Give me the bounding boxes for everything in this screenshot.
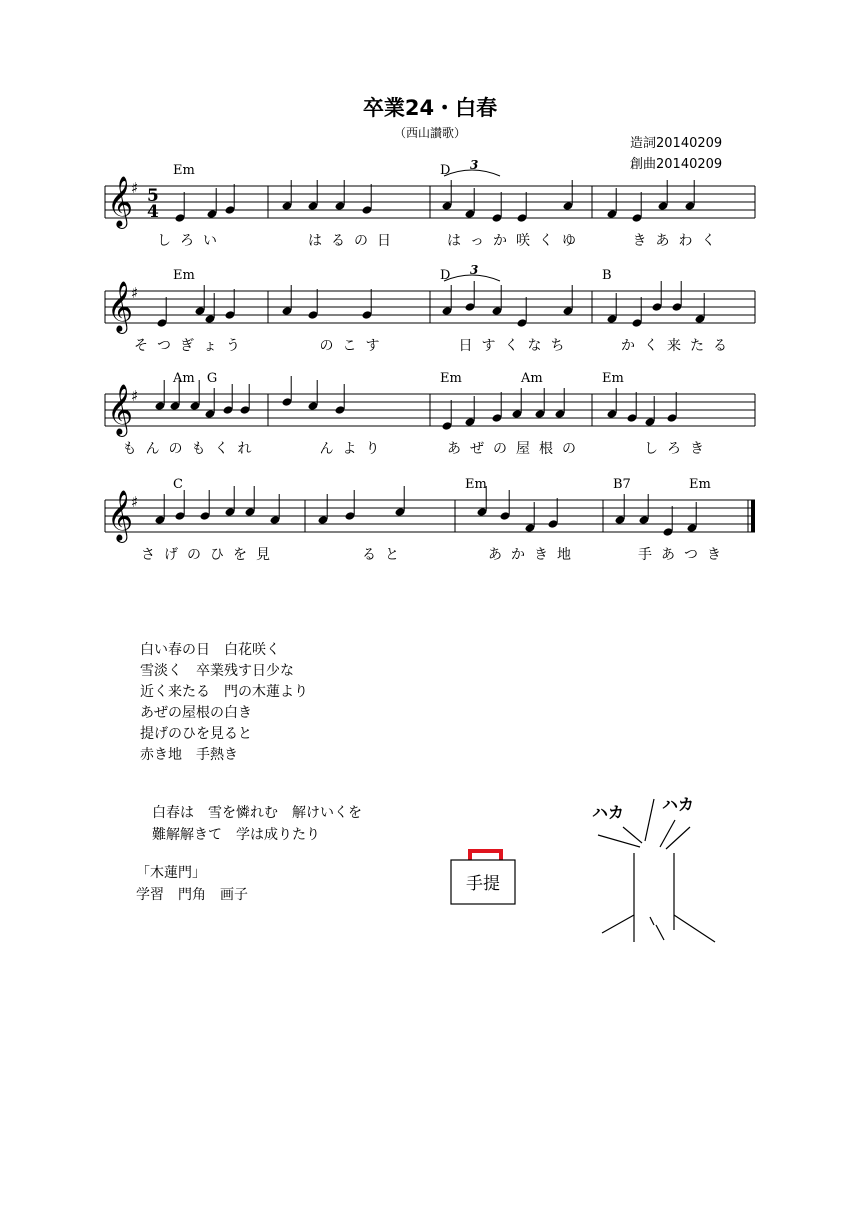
- bag-handle: [470, 851, 501, 860]
- poem-block-2: [152, 802, 362, 846]
- note-line: 学習 門角 画子: [136, 887, 248, 903]
- time-signature-top: 5: [147, 186, 159, 206]
- key-signature-sharp: ♯: [131, 179, 139, 197]
- lyric-text: のこす: [319, 338, 389, 354]
- poem-line: 白い春の日 白花咲く: [140, 642, 280, 658]
- page-title: 卒業24・白春: [362, 96, 498, 120]
- haka-label-right: ハカ: [662, 795, 695, 814]
- music-score: [0, 0, 860, 600]
- chord-symbol: B7: [613, 477, 631, 492]
- poem-line: 近く来たる 門の木蓮より: [140, 684, 308, 700]
- haka-label-left: ハカ: [592, 803, 625, 822]
- key-signature-sharp: ♯: [131, 493, 139, 511]
- chord-symbol: D: [440, 163, 451, 178]
- key-signature-sharp: ♯: [131, 284, 139, 302]
- poem-block: [140, 640, 308, 766]
- lyric-text: さげのひを見: [141, 547, 279, 563]
- bag-drawing: [440, 840, 530, 920]
- chord-symbol: Am: [173, 371, 195, 386]
- chord-symbol: B: [602, 268, 612, 283]
- lyric-text: ると: [362, 547, 408, 563]
- chord-symbol: Em: [440, 371, 462, 386]
- poem-line: 難解解きて 学は成りたり: [152, 827, 320, 843]
- treble-clef: 𝄞: [107, 281, 134, 332]
- subtitle: （西山讃歌）: [393, 126, 466, 140]
- lyric-text: 日すくなち: [458, 338, 574, 354]
- lyric-text: そつぎょう: [134, 338, 249, 354]
- music-credit: 創曲20140209: [630, 157, 723, 172]
- poem-line: 赤き地 手熱き: [140, 747, 238, 763]
- lyric-text: はるの日: [308, 233, 400, 249]
- lyric-text: 手あつき: [638, 547, 730, 563]
- treble-clef: 𝄞: [107, 490, 134, 541]
- chord-symbol: G: [206, 371, 218, 386]
- lyric-text: はっか咲くゆ: [447, 233, 585, 249]
- treble-clef: 𝄞: [107, 176, 134, 227]
- lyric-text: しろい: [157, 233, 226, 249]
- time-signature-bottom: 4: [147, 202, 159, 222]
- lyric-text: あかき地: [488, 547, 580, 563]
- chord-symbol: Am: [521, 371, 543, 386]
- poem-line: 白春は 雪を憐れむ 解けいくを: [152, 805, 362, 821]
- poem-line: あぜの屋根の白き: [140, 705, 252, 721]
- lyric-text: あぜの屋根の: [447, 441, 585, 457]
- chord-symbol: C: [173, 477, 183, 492]
- lyric-text: かく来たる: [621, 338, 736, 354]
- poem-line: 雪淡く 卒業残す日少な: [140, 663, 294, 679]
- chord-symbol: Em: [602, 371, 624, 386]
- note-line: 「木蓮門」: [136, 865, 206, 881]
- chord-symbol: Em: [173, 163, 195, 178]
- triplet-number: 3: [470, 263, 479, 277]
- lyric-text: きあわく: [632, 233, 725, 249]
- lyric-text: もんのもくれ: [122, 441, 261, 457]
- lyrics-credit: 造詞20140209: [630, 136, 723, 151]
- chord-symbol: Em: [465, 477, 487, 492]
- final-barline-thick: [751, 500, 755, 532]
- chord-symbol: Em: [173, 268, 195, 283]
- lyric-text: しろき: [644, 441, 713, 457]
- triplet-number: 3: [470, 158, 479, 172]
- chord-symbol: D: [440, 268, 451, 283]
- chord-symbol: Em: [689, 477, 711, 492]
- lyric-text: んより: [319, 441, 389, 457]
- tree-drawing: [580, 785, 730, 950]
- treble-clef: 𝄞: [107, 384, 134, 435]
- footnote: [136, 862, 248, 906]
- key-signature-sharp: ♯: [131, 387, 139, 405]
- bag-label: 手提: [466, 874, 500, 894]
- poem-line: 提げのひを見ると: [140, 726, 252, 742]
